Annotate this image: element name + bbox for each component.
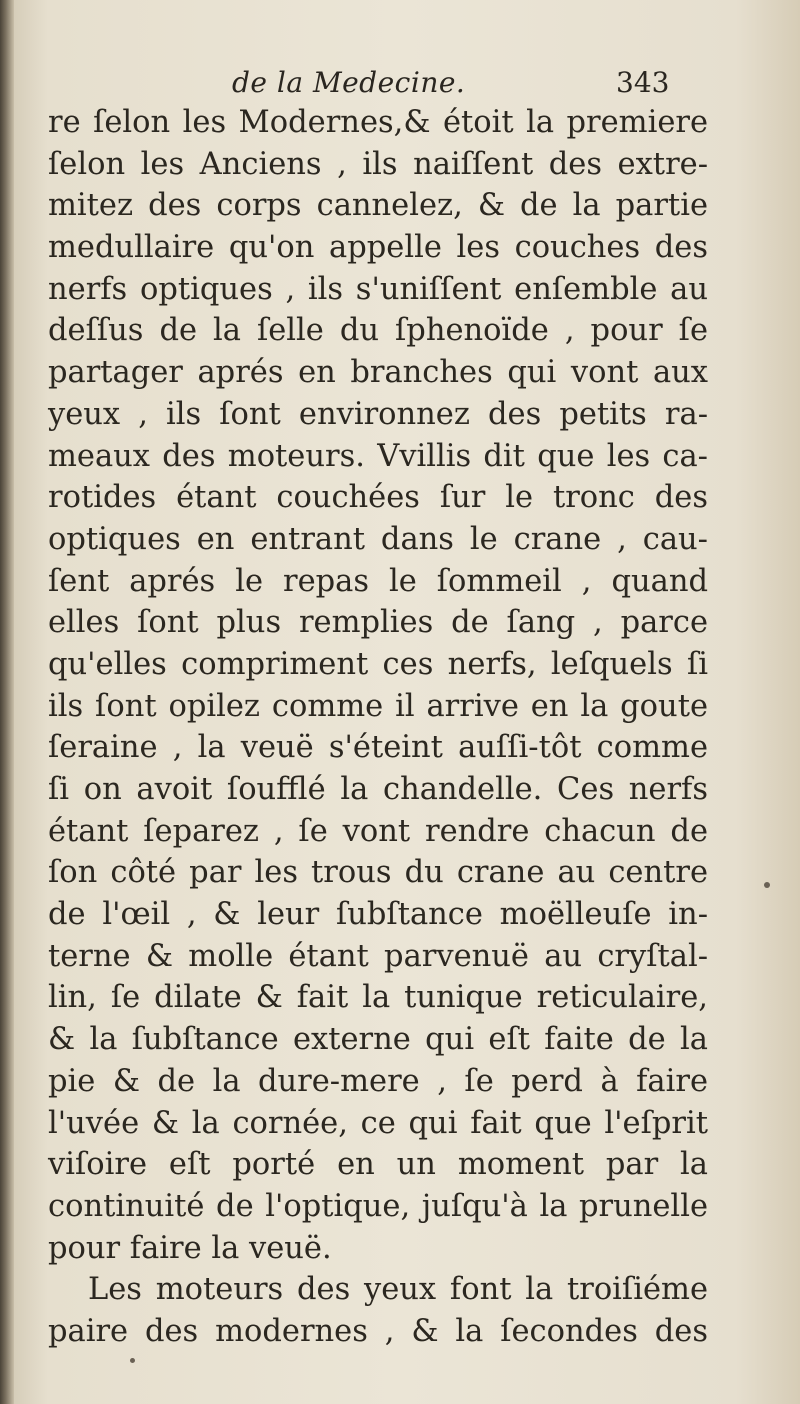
text-line: de l'œil , & leur ſubſtance moëlleuſe in-: [48, 897, 708, 933]
text-line: ſent aprés le repas le ſommeil , quand: [48, 563, 708, 599]
text-line: viſoire eſt porté en un moment par la: [48, 1147, 708, 1183]
text-line: rotides étant couchées ſur le tronc des: [48, 480, 708, 516]
text-line: ſon côté par les trous du crane au centre: [48, 855, 708, 891]
text-line: deſſus de la ſelle du ſphenoïde , pour ſe: [48, 313, 708, 349]
running-title: de la Medecine.: [232, 66, 466, 99]
text-line: pour faire la veuë.: [48, 1230, 332, 1266]
text-line: medullaire qu'on appelle les couches des: [48, 230, 708, 266]
text-line: continuité de l'optique, juſqu'à la prunelle: [48, 1188, 708, 1224]
text-line: paire des modernes , & la ſecondes des: [48, 1313, 708, 1349]
text-line: étant ſeparez , ſe vont rendre chacun de: [48, 813, 708, 849]
text-line: yeux , ils ſont environnez des petits ra-: [48, 396, 708, 432]
text-line: elles ſont plus remplies de ſang , parce: [48, 605, 708, 641]
text-line: ſi on avoit ſoufflé la chandelle. Ces nerfs: [48, 772, 708, 807]
text-line: pie & de la dure-mere , ſe perd à faire: [48, 1063, 708, 1099]
text-line: & la ſubſtance externe qui eſt faite de la: [48, 1022, 708, 1058]
text-line: lin, ſe dilate & fait la tunique reticulaire,: [48, 980, 708, 1016]
text-line: nerfs optiques , ils s'uniſſent enſemble au: [48, 271, 708, 307]
text-line: ils ſont opilez comme il arrive en la goute: [48, 688, 708, 724]
text-line: re ſelon les Modernes,& étoit la premiere: [48, 105, 708, 140]
text-line: ſeraine , la veuë s'éteint auſſi-tôt comme: [48, 730, 708, 766]
text-line: ſelon les Anciens , ils naiſſent des extre-: [48, 146, 708, 182]
text-line: optiques en entrant dans le crane , cau-: [48, 521, 708, 557]
page-number: 343: [616, 66, 670, 99]
text-line: terne & molle étant parvenuë au cryſtal-: [48, 938, 708, 974]
body-text: [48, 102, 708, 1353]
text-line: Les moteurs des yeux font la troiſiéme: [88, 1272, 708, 1308]
text-line: partager aprés en branches qui vont aux: [48, 355, 708, 391]
text-line: l'uvée & la cornée, ce qui fait que l'eſprit: [48, 1105, 708, 1141]
running-head: [0, 62, 800, 106]
text-line: mitez des corps cannelez, & de la partie: [48, 188, 708, 224]
page-gutter: [0, 0, 14, 1404]
ink-speck: [130, 1358, 135, 1363]
ink-speck: [764, 882, 770, 888]
text-line: qu'elles compriment ces nerfs, leſquels ſi: [48, 646, 708, 682]
text-line: meaux des moteurs. Vvillis dit que les ca-: [48, 438, 708, 474]
